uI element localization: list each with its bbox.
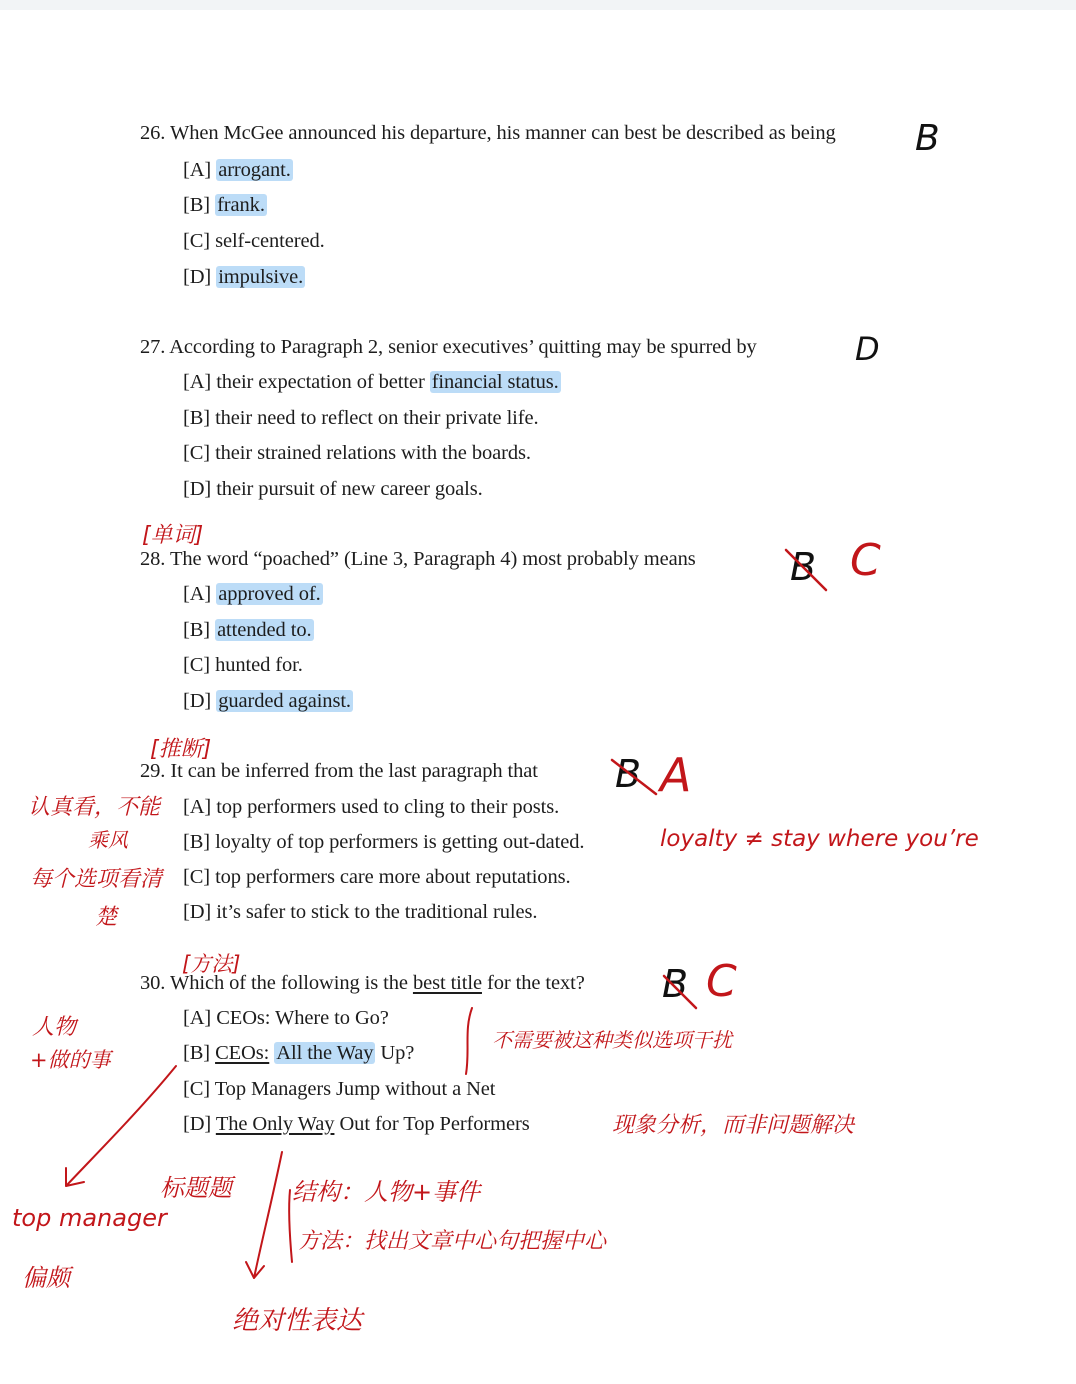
bottom-note-bias: 偏颇 [22,1264,70,1292]
q29-side-note-1: 认真看，不能 [28,795,161,820]
q29-answer-mark: B [615,752,642,796]
q30-right-note-1: 不需要被这种类似选项干扰 [492,1028,732,1052]
top-border [0,0,1076,10]
question-30-stem: 30. Which of the following is the best title for the text? [140,972,585,994]
q30-side-note-1: 人物 [32,1015,77,1040]
q26-option-b[interactable]: [B] frank. [183,194,265,216]
bottom-note-title-question: 标题题 [160,1174,232,1202]
q30-tag: [方法] [182,952,241,976]
q28-option-c[interactable]: [C] hunted for. [183,654,303,676]
bottom-note-top-manager: top manager [12,1204,167,1232]
q30-option-b[interactable]: [B] CEOs: All the Way Up? [183,1042,415,1064]
q27-option-c[interactable]: [C] their strained relations with the boards. [183,442,531,464]
q30-option-d[interactable]: [D] The Only Way Out for Top Performers [183,1113,530,1135]
q29-tag: [推断] [150,737,212,762]
question-27-stem: 27. According to Paragraph 2, senior executives’ quitting may be spurred by [140,336,757,358]
q29-corrected-answer: A [660,748,692,802]
question-26-stem: 26. When McGee announced his departure, his manner can best be described as being [140,122,836,144]
arrow-to-absolute-expression [246,1152,282,1278]
question-29-stem: 29. It can be inferred from the last paragraph that [140,760,538,782]
q29-loyalty-note: loyalty ≠ stay where you’re [660,826,979,852]
question-28-stem: 28. The word “poached” (Line 3, Paragraph 4) most probably means [140,548,696,570]
q28-option-b[interactable]: [B] attended to. [183,619,312,641]
q26-answer-mark: B [915,118,940,159]
q30-corrected-answer: C [706,956,737,1007]
q29-side-note-4: 楚 [95,905,118,930]
q28-tag: [单词] [142,523,204,548]
q30-side-note-2: +做的事 [30,1048,111,1072]
q30-option-a[interactable]: [A] CEOs: Where to Go? [183,1007,389,1029]
q29-side-note-2: 乘风 [88,828,128,852]
q28-corrected-answer: C [850,535,881,586]
q29-option-c[interactable]: [C] top performers care more about reputations. [183,866,571,888]
q28-option-d[interactable]: [D] guarded against. [183,690,351,712]
q29-option-b[interactable]: [B] loyalty of top performers is getting out-dated. [183,831,585,853]
q27-option-d[interactable]: [D] their pursuit of new career goals. [183,478,483,500]
q26-option-d[interactable]: [D] impulsive. [183,266,304,288]
q30-option-c[interactable]: [C] Top Managers Jump without a Net [183,1078,496,1100]
q26-option-a[interactable]: [A] arrogant. [183,159,291,181]
bottom-note-method: 方法：找出文章中心句把握中心 [298,1229,607,1254]
q29-side-note-3: 每个选项看清 [30,867,163,892]
q28-option-a[interactable]: [A] approved of. [183,583,321,605]
q27-answer-mark: D [855,330,880,368]
q30-answer-mark: B [662,962,689,1006]
q30-right-note-2: 现象分析，而非问题解决 [612,1113,855,1138]
q29-option-a[interactable]: [A] top performers used to cling to their posts. [183,796,560,818]
q26-option-c[interactable]: [C] self-centered. [183,230,325,252]
q30-brace-mark [466,1008,472,1074]
q27-option-b[interactable]: [B] their need to reflect on their private life. [183,407,539,429]
q29-option-d[interactable]: [D] it’s safer to stick to the traditional rules. [183,901,538,923]
q28-answer-mark: B [790,545,817,589]
q27-option-a[interactable]: [A] their expectation of better financial status. [183,371,559,393]
bottom-note-structure: 结构：人物+事件 [292,1178,481,1206]
bottom-note-absolute-expression: 绝对性表达 [232,1306,363,1336]
